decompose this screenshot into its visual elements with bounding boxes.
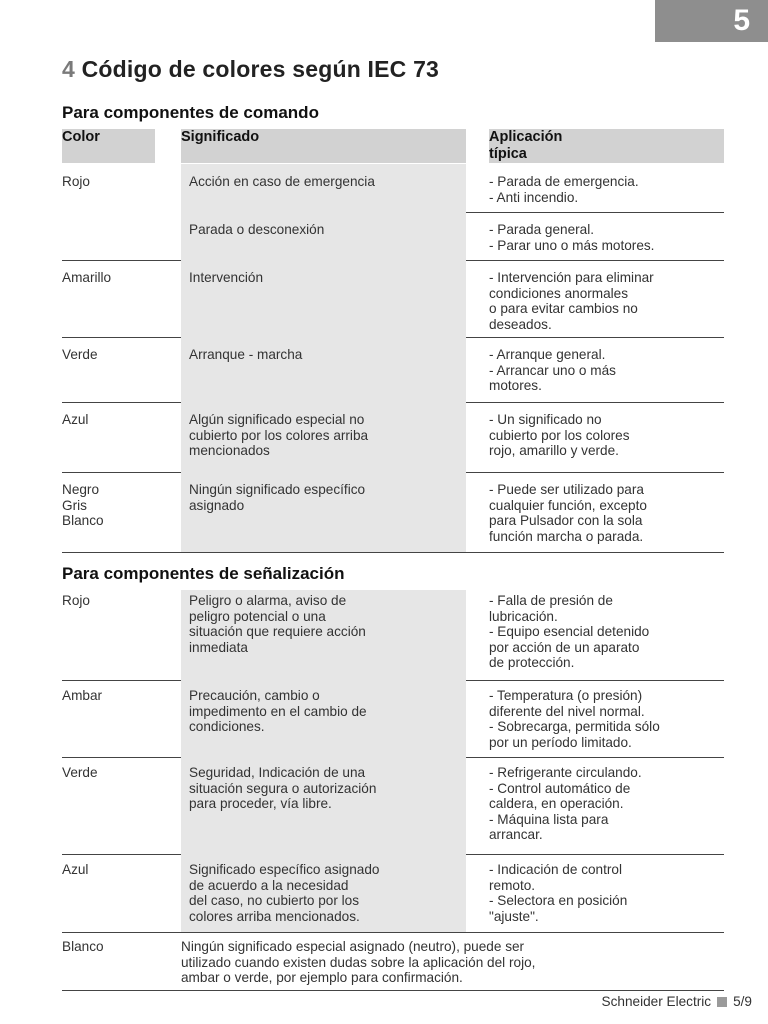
footer-square-icon xyxy=(717,997,727,1007)
row-color xyxy=(62,482,177,529)
footer-page: 5/9 xyxy=(733,994,752,1009)
row-meaning-line: impedimento en el cambio de xyxy=(189,703,367,719)
table-row xyxy=(0,164,768,212)
header-meaning: Significado xyxy=(181,129,466,163)
row-application-line: - Selectora en posición xyxy=(489,893,628,909)
row-application-line: - Arranque general. xyxy=(489,347,606,362)
row-meaning xyxy=(181,939,731,986)
row-color xyxy=(62,347,177,363)
row-color-line: Ambar xyxy=(62,688,103,703)
row-application-line: - Temperatura (o presión) xyxy=(489,688,643,703)
title-number: 4 xyxy=(62,56,75,82)
table-row xyxy=(0,260,768,337)
row-application xyxy=(489,270,734,332)
chapter-tab: 5 xyxy=(655,0,768,42)
row-application-line: - Puede ser utilizado para xyxy=(489,482,644,497)
row-application-line: caldera, en operación. xyxy=(489,796,624,812)
row-application-line: - Parada general. xyxy=(489,222,595,237)
section-heading-command: Para componentes de comando xyxy=(62,103,319,122)
row-color xyxy=(62,412,177,428)
row-application xyxy=(489,174,734,205)
row-application-line: - Equipo esencial detenido xyxy=(489,624,650,640)
row-application-line: - Parar uno o más motores. xyxy=(489,237,655,253)
row-meaning-line: cubierto por los colores arriba xyxy=(189,427,369,443)
row-meaning-line: situación segura o autorización xyxy=(189,780,377,796)
row-color-line: Blanco xyxy=(62,513,104,529)
row-meaning xyxy=(189,862,464,924)
row-application-line: lubricación. xyxy=(489,608,558,624)
row-color-line: Blanco xyxy=(62,939,104,954)
row-color-line: Gris xyxy=(62,497,87,513)
row-application-line: por acción de un aparato xyxy=(489,639,640,655)
header-application-line: típica xyxy=(489,146,527,162)
row-color xyxy=(62,270,177,286)
row-color-line: Verde xyxy=(62,765,98,780)
row-application xyxy=(489,347,734,394)
row-color-line: Azul xyxy=(62,862,89,877)
row-meaning-line: asignado xyxy=(189,497,245,513)
row-meaning-line: Peligro o alarma, aviso de xyxy=(189,593,347,608)
row-meaning-line: condiciones. xyxy=(189,719,265,735)
row-application-line: o para evitar cambios no xyxy=(489,301,638,317)
row-application-line: "ajuste". xyxy=(489,908,539,924)
row-meaning-line: Precaución, cambio o xyxy=(189,688,320,703)
row-color xyxy=(62,939,177,955)
table-row xyxy=(0,680,768,757)
row-meaning-line: Arranque - marcha xyxy=(189,347,303,362)
row-meaning-line: Significado específico asignado xyxy=(189,862,380,877)
row-divider xyxy=(62,990,724,991)
row-application-line: - Falla de presión de xyxy=(489,593,613,608)
row-color xyxy=(62,174,177,190)
row-divider xyxy=(62,552,724,553)
row-meaning-line: utilizado cuando existen dudas sobre la aplicación del rojo, xyxy=(181,954,536,970)
row-color xyxy=(62,765,177,781)
table-row xyxy=(0,472,768,552)
row-application-line: - Refrigerante circulando. xyxy=(489,765,642,780)
row-meaning-line: Ningún significado especial asignado (neutro), puede ser xyxy=(181,939,525,954)
table-row xyxy=(0,590,768,680)
row-meaning-line: de acuerdo a la necesidad xyxy=(189,877,349,893)
row-application-line: remoto. xyxy=(489,877,536,893)
header-color: Color xyxy=(62,129,155,163)
row-meaning xyxy=(189,688,464,735)
row-color xyxy=(62,688,177,704)
row-application-line: - Un significado no xyxy=(489,412,602,427)
row-meaning xyxy=(189,174,464,190)
row-application xyxy=(489,593,734,671)
row-application-line: rojo, amarillo y verde. xyxy=(489,443,619,459)
table-row xyxy=(0,854,768,932)
row-meaning-line: ambar o verde, por ejemplo para confirmación. xyxy=(181,970,463,986)
row-meaning xyxy=(189,222,464,238)
row-color-line: Verde xyxy=(62,347,98,362)
row-application-line: condiciones anormales xyxy=(489,285,629,301)
row-application xyxy=(489,482,734,544)
row-meaning-line: Seguridad, Indicación de una xyxy=(189,765,366,780)
row-application-line: de protección. xyxy=(489,655,575,671)
row-meaning-line: para proceder, vía libre. xyxy=(189,796,332,812)
row-application-line: - Indicación de control xyxy=(489,862,622,877)
row-application xyxy=(489,862,734,924)
row-color-line: Rojo xyxy=(62,174,90,189)
row-meaning xyxy=(189,270,464,286)
row-meaning-line: Parada o desconexión xyxy=(189,222,325,237)
row-application-line: - Máquina lista para xyxy=(489,811,609,827)
row-application-line: arrancar. xyxy=(489,827,543,843)
row-application-line: - Sobrecarga, permitida sólo xyxy=(489,719,660,735)
table-row xyxy=(0,402,768,472)
row-application-line: cubierto por los colores xyxy=(489,427,630,443)
row-meaning-line: situación que requiere acción xyxy=(189,624,366,640)
row-application xyxy=(489,222,734,253)
row-application-line: por un período limitado. xyxy=(489,734,632,750)
row-application-line: - Arrancar uno o más xyxy=(489,362,616,378)
row-application xyxy=(489,688,734,750)
row-meaning-line: del caso, no cubierto por los xyxy=(189,893,360,909)
footer-brand: Schneider Electric xyxy=(601,994,712,1009)
row-color-line: Rojo xyxy=(62,593,90,608)
table-row xyxy=(0,337,768,402)
table-row xyxy=(0,757,768,854)
header-application-line: Aplicación xyxy=(489,129,563,145)
row-meaning xyxy=(189,593,464,655)
footer xyxy=(602,994,752,1009)
row-application-line: función marcha o parada. xyxy=(489,528,644,544)
table-row xyxy=(0,212,768,260)
row-application xyxy=(489,765,734,843)
row-application xyxy=(489,412,734,459)
row-application-line: motores. xyxy=(489,378,542,394)
row-meaning xyxy=(189,347,464,363)
row-color-line: Azul xyxy=(62,412,89,427)
row-meaning-line: Ningún significado específico xyxy=(189,482,366,497)
row-meaning-line: Intervención xyxy=(189,270,264,285)
row-application-line: para Pulsador con la sola xyxy=(489,513,643,529)
row-application-line: cualquier función, excepto xyxy=(489,497,647,513)
section-heading-signal: Para componentes de señalización xyxy=(62,564,345,583)
row-meaning-line: mencionados xyxy=(189,443,270,459)
row-meaning xyxy=(189,412,464,459)
row-application-line: deseados. xyxy=(489,316,552,332)
row-color-line: Negro xyxy=(62,482,100,497)
row-meaning xyxy=(189,765,464,812)
row-application-line: - Control automático de xyxy=(489,780,631,796)
row-color xyxy=(62,862,177,878)
row-application-line: - Anti incendio. xyxy=(489,189,579,205)
table-row xyxy=(0,932,768,990)
row-meaning-line: Acción en caso de emergencia xyxy=(189,174,375,189)
row-meaning-line: Algún significado especial no xyxy=(189,412,365,427)
row-meaning xyxy=(189,482,464,513)
row-meaning-line: inmediata xyxy=(189,639,248,655)
row-meaning-line: peligro potencial o una xyxy=(189,608,326,624)
row-application-line: - Intervención para eliminar xyxy=(489,270,654,285)
row-color-line: Amarillo xyxy=(62,270,112,285)
row-color xyxy=(62,593,177,609)
row-meaning-line: colores arriba mencionados. xyxy=(189,908,360,924)
row-application-line: diferente del nivel normal. xyxy=(489,703,645,719)
title-text: Código de colores según IEC 73 xyxy=(81,56,440,82)
row-application-line: - Parada de emergencia. xyxy=(489,174,639,189)
